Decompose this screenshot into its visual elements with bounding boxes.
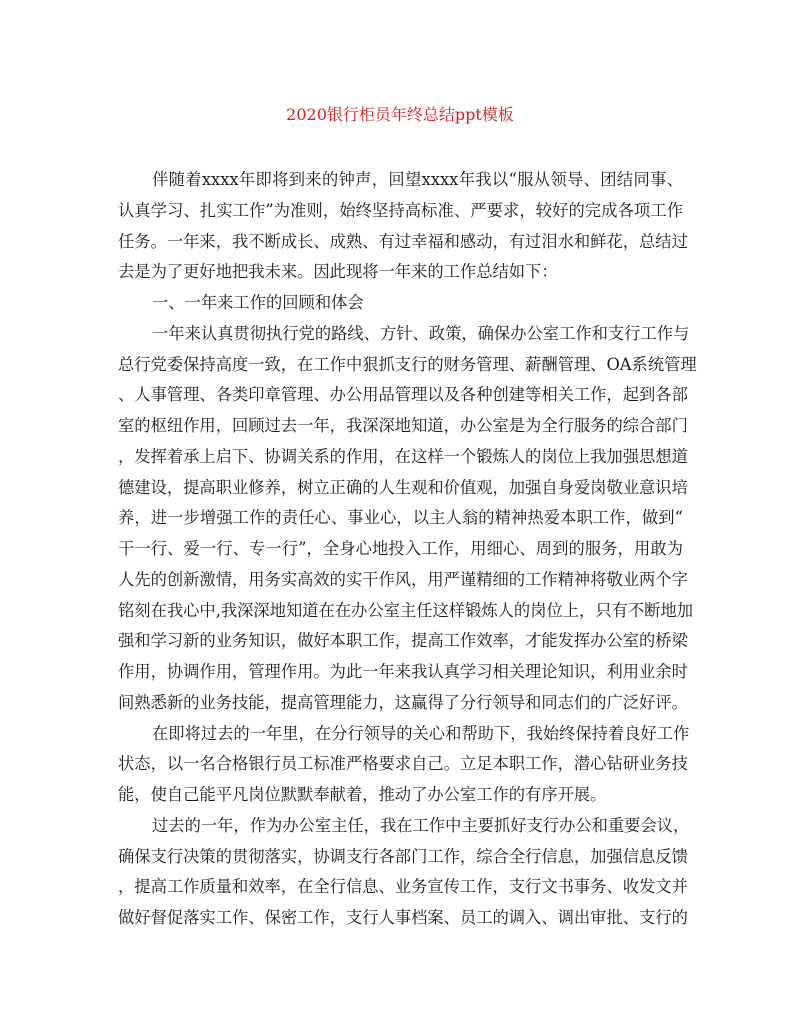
paragraph-line: 人先的创新激情，用务实高效的实干作风，用严谨精细的工作精神将敬业两个字 [118, 569, 688, 589]
paragraph-line: 养，进一步增强工作的责任心、事业心，以主人翁的精神热爱本职工作，做到“ [118, 508, 683, 528]
paragraph-line: 在即将过去的一年里，在分行领导的关心和帮助下，我始终保持着良好工作 [152, 723, 690, 743]
paragraph-line: 干一行、爱一行、专一行”，全身心地投入工作，用细心、周到的服务，用敢为 [118, 539, 683, 558]
document-body [118, 165, 697, 934]
paragraph-line: 强和学习新的业务知识，做好本职工作，提高工作效率，才能发挥办公室的桥梁 [118, 631, 688, 651]
paragraph-line: 状态，以一名合格银行员工标准严格要求自己。立足本职工作，潜心钻研业务技 [118, 754, 688, 774]
paragraph-line: 室的枢纽作用，回顾过去一年，我深深地知道，办公室是为全行服务的综合部门 [118, 416, 688, 435]
paragraph-line: 去是为了更好地把我未来。因此现将一年来的工作总结如下： [118, 262, 558, 282]
paragraph-line: 一年来认真贯彻执行党的路线、方针、政策，确保办公室工作和支行工作与 [152, 323, 690, 343]
paragraph-line: 作用，协调作用，管理作用。为此一年来我认真学习相关理论知识，利用业余时 [118, 662, 688, 681]
paragraph-line: 德建设，提高职业修养，树立正确的人生观和价值观，加强自身爱岗敬业意识培 [118, 477, 688, 497]
paragraph-duties [118, 811, 690, 934]
paragraph-line: ，提高工作质量和效率，在全行信息、业务宣传工作，支行文书事务、收发文并 [118, 877, 688, 897]
paragraph-line: 任务。一年来，我不断成长、成熟、有过幸福和感动，有过泪水和鲜花，总结过 [118, 231, 688, 251]
section-heading-text: 一、一年来工作的回顾和体会 [152, 293, 364, 312]
paragraph-line: 、人事管理、各类印章管理、办公用品管理以及各种创建等相关工作，起到各部 [118, 385, 688, 405]
paragraph-line: 能，使自己能平凡岗位默默奉献着，推动了办公室工作的有序开展。 [118, 785, 607, 804]
paragraph-line: 做好督促落实工作、保密工作，支行人事档案、员工的调入、调出审批、支行的 [118, 908, 688, 927]
paragraph-line: 伴随着xxxx年即将到来的钟声，回望xxxx年我以“服从领导、团结同事、 [152, 170, 683, 189]
paragraph-intro [118, 165, 688, 288]
section-heading [118, 288, 683, 319]
paragraph-review [118, 319, 697, 719]
paragraph-attitude [118, 719, 690, 811]
paragraph-line: 过去的一年，作为办公室主任，我在工作中主要抓好支行办公和重要会议， [152, 815, 690, 835]
paragraph-line: ，发挥着承上启下、协调关系的作用，在这样一个锻炼人的岗位上我加强思想道 [118, 446, 688, 466]
document-title: 2020银行柜员年终总结ppt模板 [286, 105, 514, 124]
paragraph-line: 确保支行决策的贯彻落实，协调支行各部门工作，综合全行信息，加强信息反馈 [118, 846, 688, 866]
paragraph-line: 总行党委保持高度一致，在工作中狠抓支行的财务管理、薪酬管理、OA系统管理 [118, 354, 697, 374]
paragraph-line: 铭刻在我心中,我深深地知道在在办公室主任这样锻炼人的岗位上，只有不断地加 [118, 600, 694, 620]
paragraph-line: 间熟悉新的业务技能，提高管理能力，这赢得了分行领导和同志们的广泛好评。 [118, 692, 688, 712]
paragraph-line: 认真学习、扎实工作”为准则，始终坚持高标准、严要求，较好的完成各项工作 [118, 200, 683, 220]
